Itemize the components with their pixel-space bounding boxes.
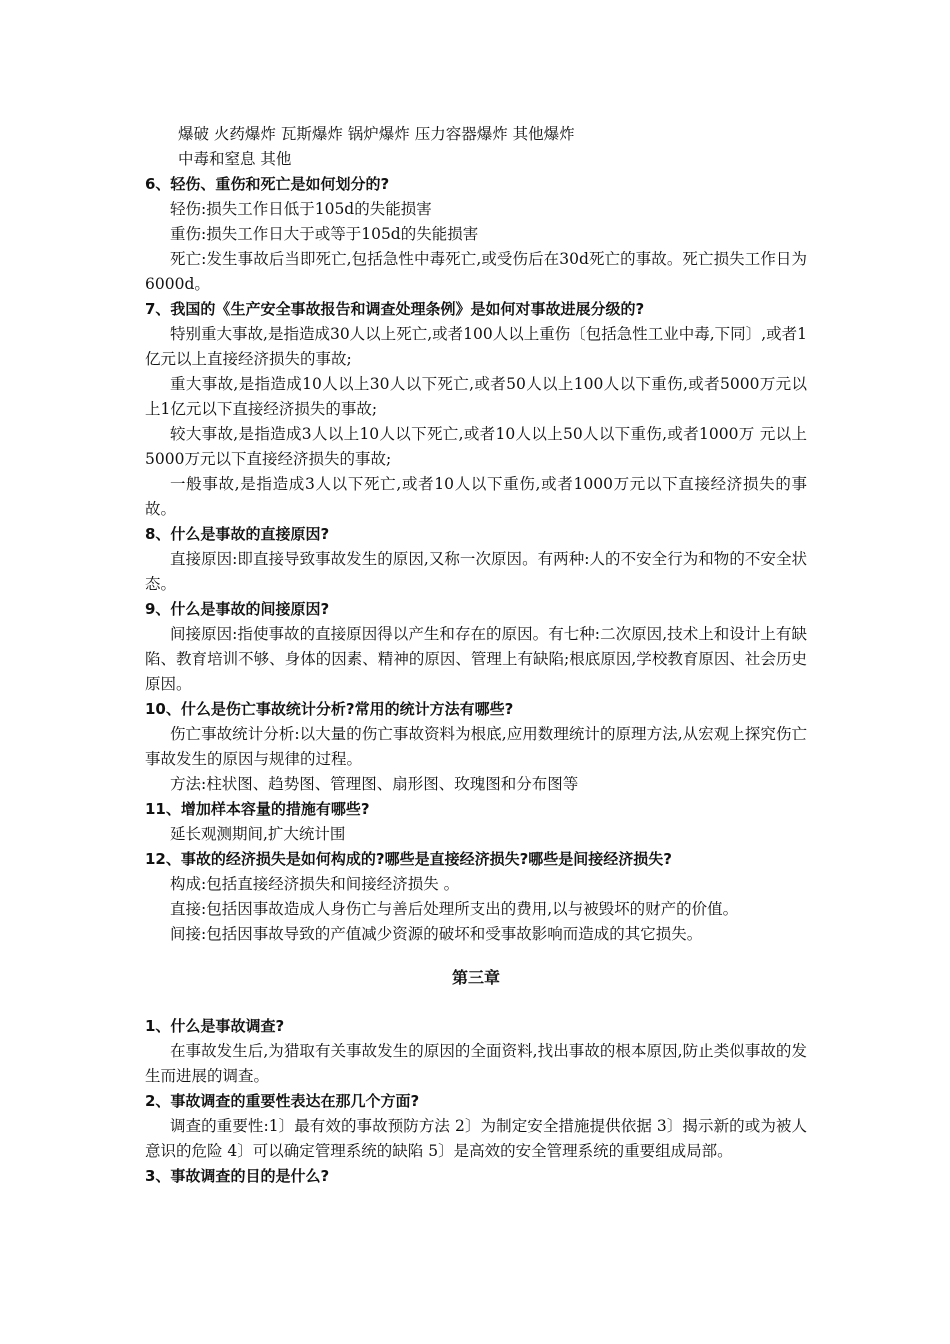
q10-paragraph-1: 伤亡事故统计分析:以大量的伤亡事故资料为根底,应用数理统计的原理方法,从宏观上探究伤亡事故发生的原因与规律的过程。 — [145, 725, 807, 768]
question-10-heading: 10、什么是伤亡事故统计分析?常用的统计方法有哪些? — [145, 700, 514, 718]
question-8-heading: 8、什么是事故的直接原因? — [145, 525, 330, 543]
question-6-heading: 6、轻伤、重伤和死亡是如何划分的? — [145, 175, 390, 193]
q9-paragraph: 间接原因:指使事故的直接原因得以产生和存在的原因。有七种:二次原因,技术上和设计上有缺陷、教育培训不够、身体的因素、精神的原因、管理上有缺陷;根底原因,学校教育原因、社会历史原因。 — [145, 625, 807, 693]
accident-type-line-2: 中毒和窒息 其他 — [178, 150, 292, 168]
q6-serious-injury: 重伤:损失工作日大于或等于105d的失能损害 — [170, 225, 479, 243]
chapter-heading: 第三章 — [451, 968, 500, 987]
q12-paragraph-2: 直接:包括因事故造成人身伤亡与善后处理所支出的费用,以与被毁坏的财产的价值。 — [170, 900, 739, 918]
chapter3-question-3-heading: 3、事故调查的目的是什么? — [145, 1167, 330, 1185]
chapter3-q1-paragraph: 在事故发生后,为猎取有关事故发生的原因的全面资料,找出事故的根本原因,防止类似事故的发生而进展的调查。 — [145, 1042, 807, 1085]
q10-paragraph-2: 方法:柱状图、趋势图、管理图、扇形图、玫瑰图和分布图等 — [170, 775, 579, 793]
accident-type-line-1: 爆破 火药爆炸 瓦斯爆炸 锅炉爆炸 压力容器爆炸 其他爆炸 — [178, 125, 575, 143]
question-7-heading: 7、我国的《生产安全事故报告和调查处理条例》是如何对事故进展分级的? — [145, 300, 645, 318]
q11-paragraph: 延长观测期间,扩大统计围 — [170, 825, 346, 843]
document-page — [145, 122, 807, 1189]
q12-paragraph-3: 间接:包括因事故导致的产值减少资源的破坏和受事故影响而造成的其它损失。 — [170, 925, 703, 943]
q7-paragraph-3: 较大事故,是指造成3人以上10人以下死亡,或者10人以上50人以下重伤,或者1000万 元以上5000万元以下直接经济损失的事故; — [145, 425, 807, 468]
question-12-heading: 12、事故的经济损失是如何构成的?哪些是直接经济损失?哪些是间接经济损失? — [145, 850, 672, 868]
q7-paragraph-1: 特别重大事故,是指造成30人以上死亡,或者100人以上重伤〔包括急性工业中毒,下同〕,或者1亿元以上直接经济损失的事故; — [145, 325, 807, 368]
question-9-heading: 9、什么是事故的间接原因? — [145, 600, 330, 618]
chapter3-q2-paragraph: 调查的重要性:1〕最有效的事故预防方法 2〕为制定安全措施提供依据 3〕揭示新的或为被人意识的危险 4〕可以确定管理系统的缺陷 5〕是高效的安全管理系统的重要组成局部。 — [145, 1117, 807, 1160]
q7-paragraph-4: 一般事故,是指造成3人以下死亡,或者10人以下重伤,或者1000万元以下直接经济损失的事故。 — [145, 475, 807, 518]
question-11-heading: 11、增加样本容量的措施有哪些? — [145, 800, 370, 818]
q6-light-injury: 轻伤:损失工作日低于105d的失能损害 — [170, 200, 432, 218]
q6-death: 死亡:发生事故后当即死亡,包括急性中毒死亡,或受伤后在30d死亡的事故。死亡损失工作日为6000d。 — [145, 250, 807, 293]
chapter3-question-2-heading: 2、事故调查的重要性表达在那几个方面? — [145, 1092, 420, 1110]
chapter3-question-1-heading: 1、什么是事故调查? — [145, 1017, 285, 1035]
q12-paragraph-1: 构成:包括直接经济损失和间接经济损失 。 — [170, 875, 460, 893]
q8-paragraph: 直接原因:即直接导致事故发生的原因,又称一次原因。有两种:人的不安全行为和物的不安全状态。 — [145, 550, 807, 593]
q7-paragraph-2: 重大事故,是指造成10人以上30人以下死亡,或者50人以上100人以下重伤,或者5000万元以上1亿元以下直接经济损失的事故; — [145, 375, 807, 418]
